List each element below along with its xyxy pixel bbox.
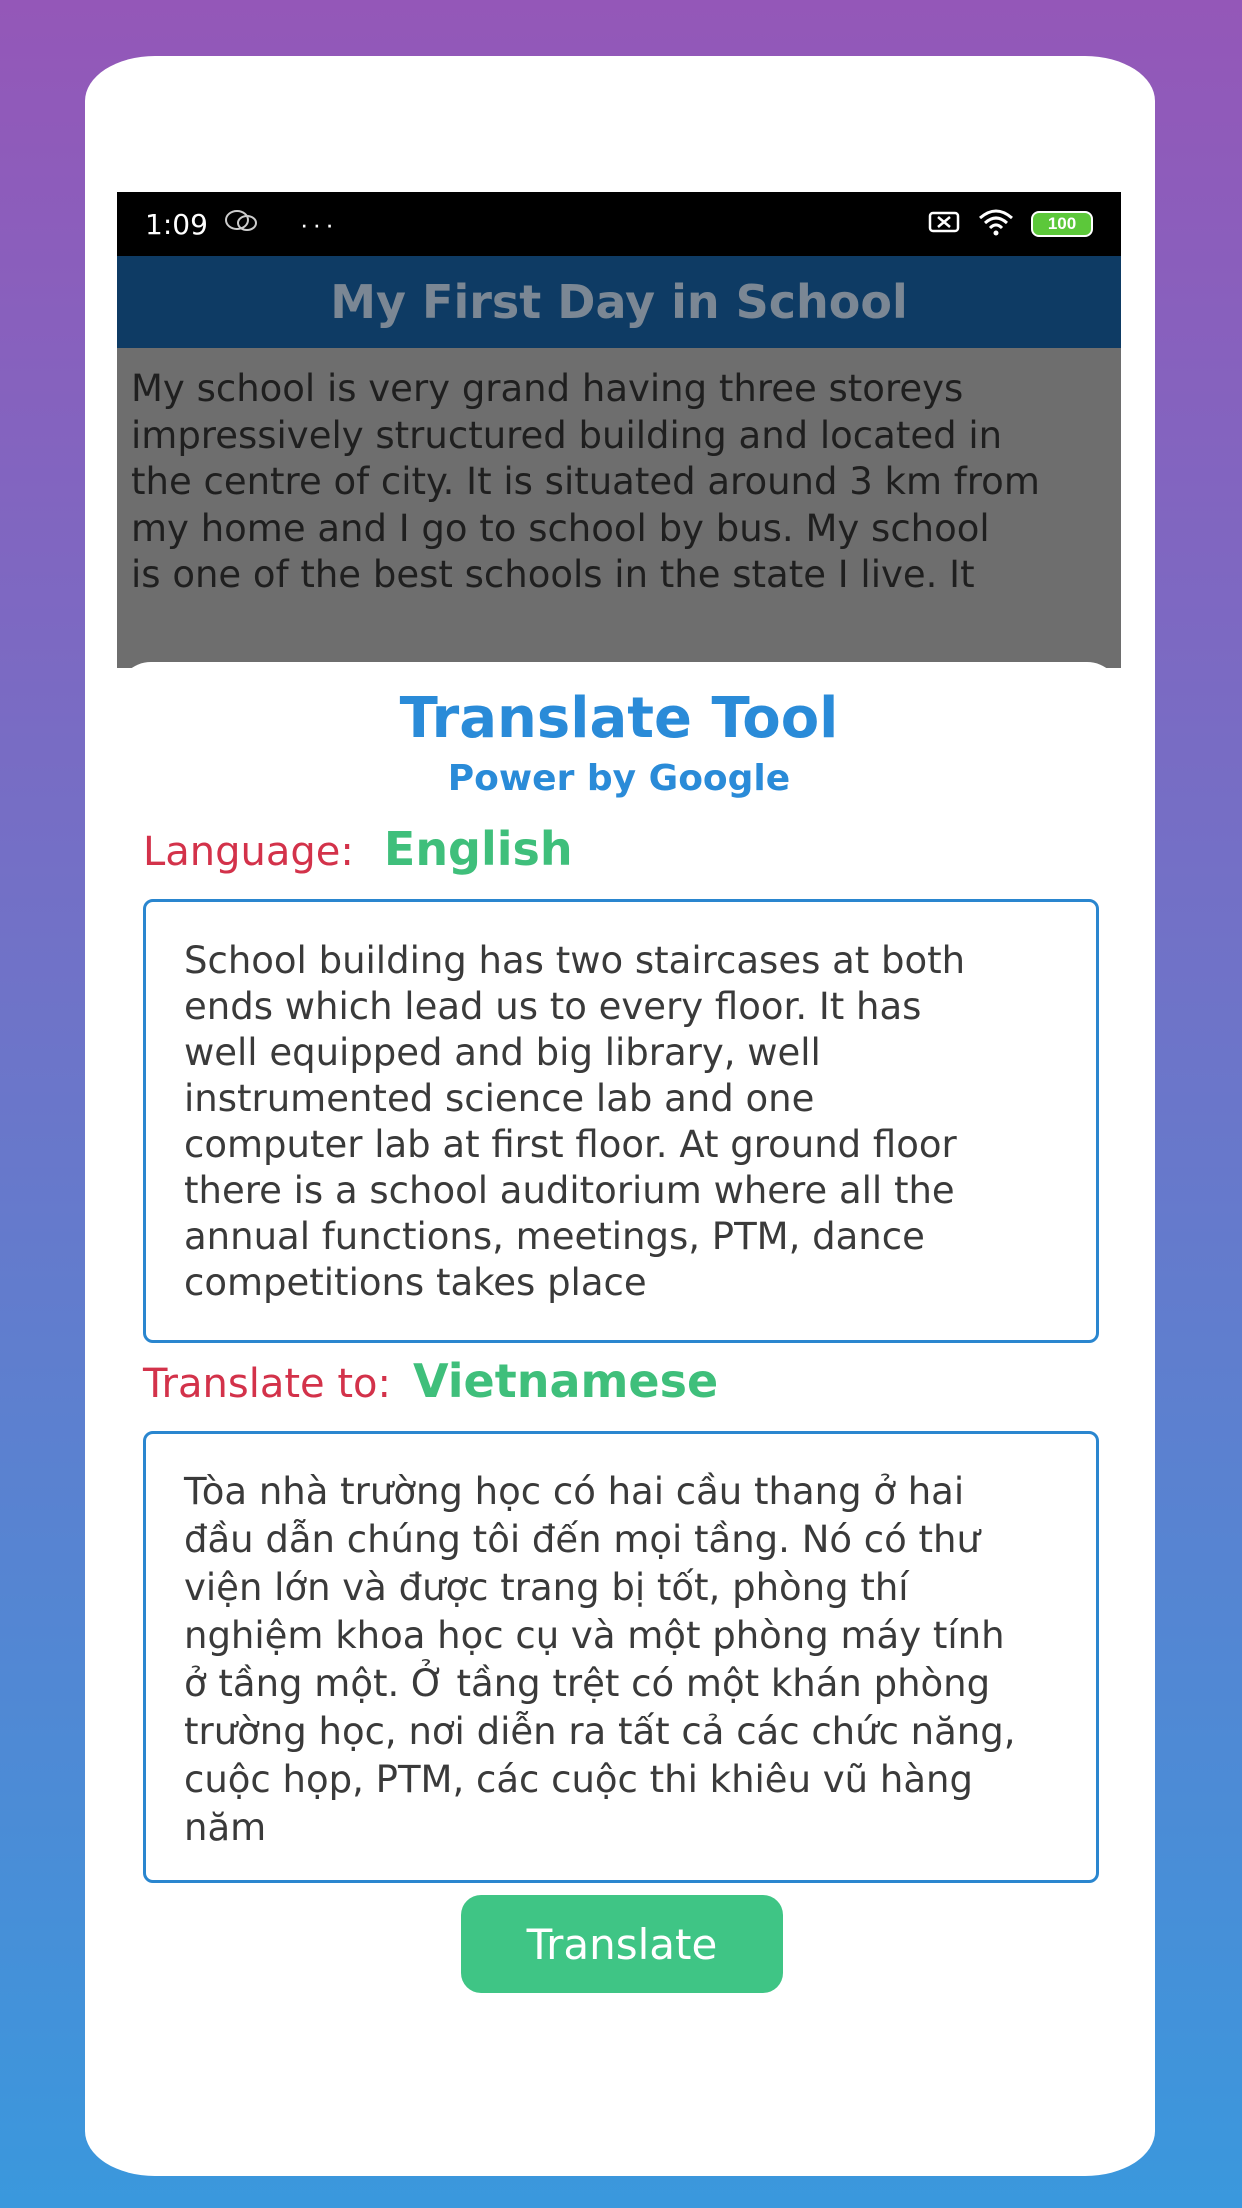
translated-text-line: trường học, nơi diễn ra tất cả các chức năng, (184, 1710, 1016, 1753)
article-line: is one of the best schools in the state I live. It (131, 553, 975, 596)
article-line: my home and I go to school by bus. My school (131, 506, 990, 550)
status-time: 1:09 (145, 207, 208, 241)
translated-text-line: Tòa nhà trường học có hai cầu thang ở hai (184, 1470, 965, 1513)
article-line: the centre of city. It is situated around 3 km from (131, 460, 1040, 503)
translated-text-line: cuộc họp, PTM, các cuộc thi khiêu vũ hàng (184, 1758, 973, 1801)
dialog-subtitle: Power by Google (447, 758, 791, 799)
source-language-row[interactable] (143, 822, 573, 876)
dialog-title: Translate Tool (399, 686, 839, 751)
translate-button[interactable]: Translate (461, 1895, 783, 1993)
translated-text-line: nghiệm khoa học cụ và một phòng máy tính (184, 1614, 1005, 1657)
target-language-label: Translate to: (143, 1361, 391, 1407)
translated-text-output[interactable] (143, 1431, 1099, 1883)
translated-text-line: viện lớn và được trang bị tốt, phòng thí (184, 1566, 909, 1609)
source-text-line: annual functions, meetings, PTM, dance (184, 1215, 925, 1258)
page-title: My First Day in School (330, 275, 908, 329)
translated-text-line: đầu dẫn chúng tôi đến mọi tầng. Nó có thư (184, 1518, 980, 1561)
article-line: My school is very grand having three storeys (131, 367, 964, 410)
app-screen (117, 192, 1121, 2092)
source-language-selector[interactable]: English (383, 822, 573, 876)
battery-icon: 100 (1031, 211, 1093, 237)
translated-text-line: năm (184, 1806, 267, 1849)
source-text-line: School building has two staircases at both (184, 939, 966, 982)
article-text (117, 348, 1121, 668)
source-text-line: competitions takes place (184, 1261, 647, 1304)
more-dots-icon: ··· (299, 208, 338, 239)
target-language-selector[interactable]: Vietnamese (412, 1354, 719, 1408)
phone-frame (85, 56, 1155, 2176)
app-header (117, 256, 1121, 348)
source-language-label: Language: (143, 829, 354, 875)
chat-bubble-icon (224, 209, 258, 240)
article-line: impressively structured building and located in (131, 413, 1003, 457)
source-text-line: computer lab at first floor. At ground floor (184, 1123, 957, 1166)
sim-off-icon (927, 210, 961, 239)
source-text-line: well equipped and big library, well (184, 1031, 821, 1074)
status-right-icons (927, 208, 1093, 241)
source-text-line: there is a school auditorium where all the (184, 1169, 955, 1212)
source-text-line: instrumented science lab and one (184, 1077, 815, 1120)
source-text-input[interactable] (143, 899, 1099, 1343)
wifi-icon (977, 208, 1015, 241)
translated-text-line: ở tầng một. Ở tầng trệt có một khán phòng (184, 1662, 991, 1705)
target-language-row[interactable] (143, 1354, 718, 1408)
translate-dialog (117, 662, 1121, 2092)
source-text-line: ends which lead us to every floor. It has (184, 985, 922, 1028)
status-bar (117, 192, 1121, 256)
